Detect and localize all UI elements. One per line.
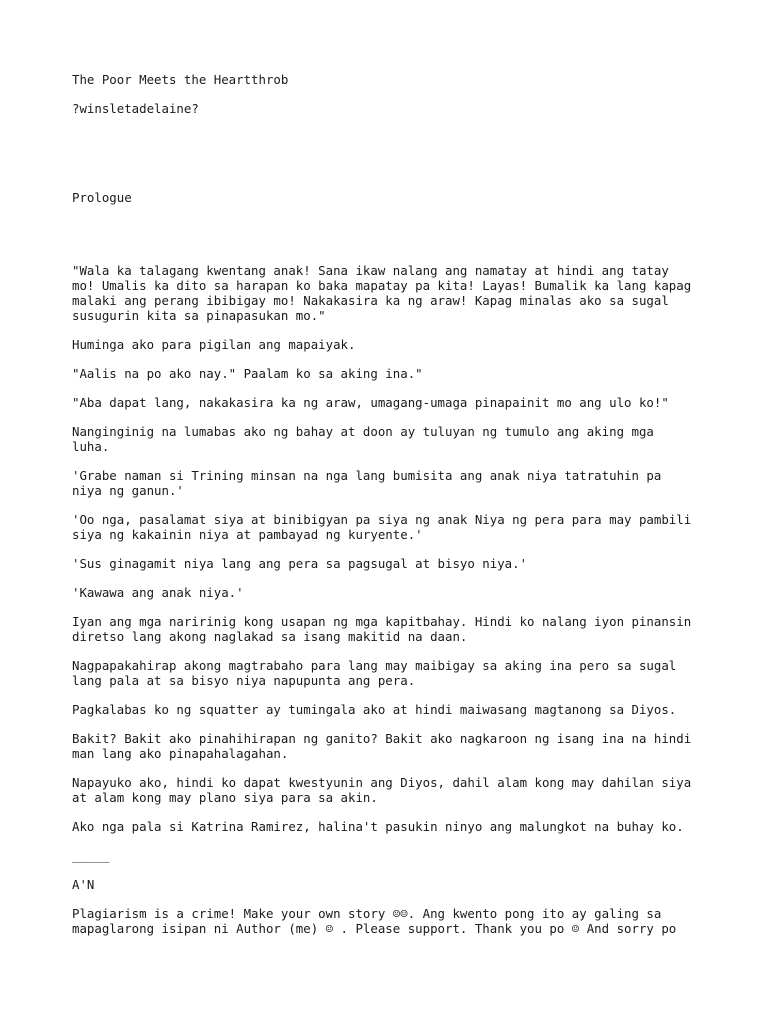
document-page [72,72,712,950]
paragraph-line: "Wala ka talagang kwentang anak! Sana ikaw nalang ang namatay at hindi ang tatay [72,263,669,278]
paragraph [72,366,712,381]
paragraph-line: Nagpapakahirap akong magtrabaho para lang may maibigay sa aking ina pero sa sugal [72,658,677,673]
paragraph-line: diretso lang akong naglakad sa isang makitid na daan. [72,629,468,644]
paragraph-line: man lang ako pinapahalagahan. [72,746,289,761]
story-title: The Poor Meets the Heartthrob [72,72,289,87]
paragraph-line: Bakit? Bakit ako pinahihirapan ng ganito? Bakit ako nagkaroon ng isang ina na hindi [72,731,692,746]
author-note-line: mapaglarong isipan ni Author (me) ☺ . Please support. Thank you po ☺ And sorry po [72,921,677,936]
paragraph [72,702,712,717]
paragraph [72,614,712,644]
paragraph-line: malaki ang perang ibibigay mo! Nakakasira ka ng araw! Kapag minalas ako sa sugal [72,293,669,308]
paragraph [72,775,712,805]
paragraph-line: luha. [72,439,110,454]
paragraph-line: 'Oo nga, pasalamat siya at binibigyan pa siya ng anak Niya ng pera para may pambili [72,512,692,527]
paragraph [72,395,712,410]
paragraph [72,337,712,352]
paragraph-line: Napayuko ako, hindi ko dapat kwestyunin ang Diyos, dahil alam kong may dahilan siya [72,775,692,790]
paragraph-line: lang pala at sa bisyo niya napupunta ang pera. [72,673,416,688]
paragraph-line: siya ng kakainin niya at pambayad ng kuryente.' [72,527,423,542]
story-body [72,263,712,834]
paragraph-line: 'Sus ginagamit niya lang ang pera sa pagsugal at bisyo niya.' [72,556,528,571]
author-note [72,906,712,936]
paragraph-line: 'Grabe naman si Trining minsan na nga lang bumisita ang anak niya tatratuhin pa [72,468,662,483]
paragraph-line: Huminga ako para pigilan ang mapaiyak. [72,337,356,352]
paragraph-line: susugurin kita sa pinapasukan mo." [72,308,326,323]
paragraph-line: Iyan ang mga naririnig kong usapan ng mga kapitbahay. Hindi ko nalang iyon pinansin [72,614,692,629]
paragraph [72,731,712,761]
paragraph-line: 'Kawawa ang anak niya.' [72,585,244,600]
paragraph-line: mo! Umalis ka dito sa harapan ko baka mapatay pa kita! Layas! Bumalik ka lang kapag [72,278,692,293]
paragraph-line: "Aalis na po ako nay." Paalam ko sa aking ina." [72,366,423,381]
paragraph-line: Ako nga pala si Katrina Ramirez, halina't pasukin ninyo ang malungkot na buhay ko. [72,819,684,834]
paragraph [72,263,712,323]
paragraph-line: Nanginginig na lumabas ako ng bahay at doon ay tuluyan ng tumulo ang aking mga [72,424,654,439]
paragraph [72,556,712,571]
story-author: ?winsletadelaine? [72,101,199,116]
author-note-line: Plagiarism is a crime! Make your own story ☺☺. Ang kwento pong ito ay galing sa [72,906,662,921]
paragraph-line: Pagkalabas ko ng squatter ay tumingala ako at hindi maiwasang magtanong sa Diyos. [72,702,677,717]
paragraph-line: at alam kong may plano siya para sa akin. [72,790,378,805]
paragraph-line: niya ng ganun.' [72,483,184,498]
paragraph [72,512,712,542]
paragraph [72,424,712,454]
chapter-heading: Prologue [72,190,132,205]
section-separator: _____ [72,848,110,863]
paragraph-line: "Aba dapat lang, nakakasira ka ng araw, umagang-umaga pinapainit mo ang ulo ko!" [72,395,669,410]
paragraph [72,585,712,600]
paragraph [72,658,712,688]
paragraph [72,468,712,498]
paragraph [72,819,712,834]
author-note-label: A'N [72,877,95,892]
